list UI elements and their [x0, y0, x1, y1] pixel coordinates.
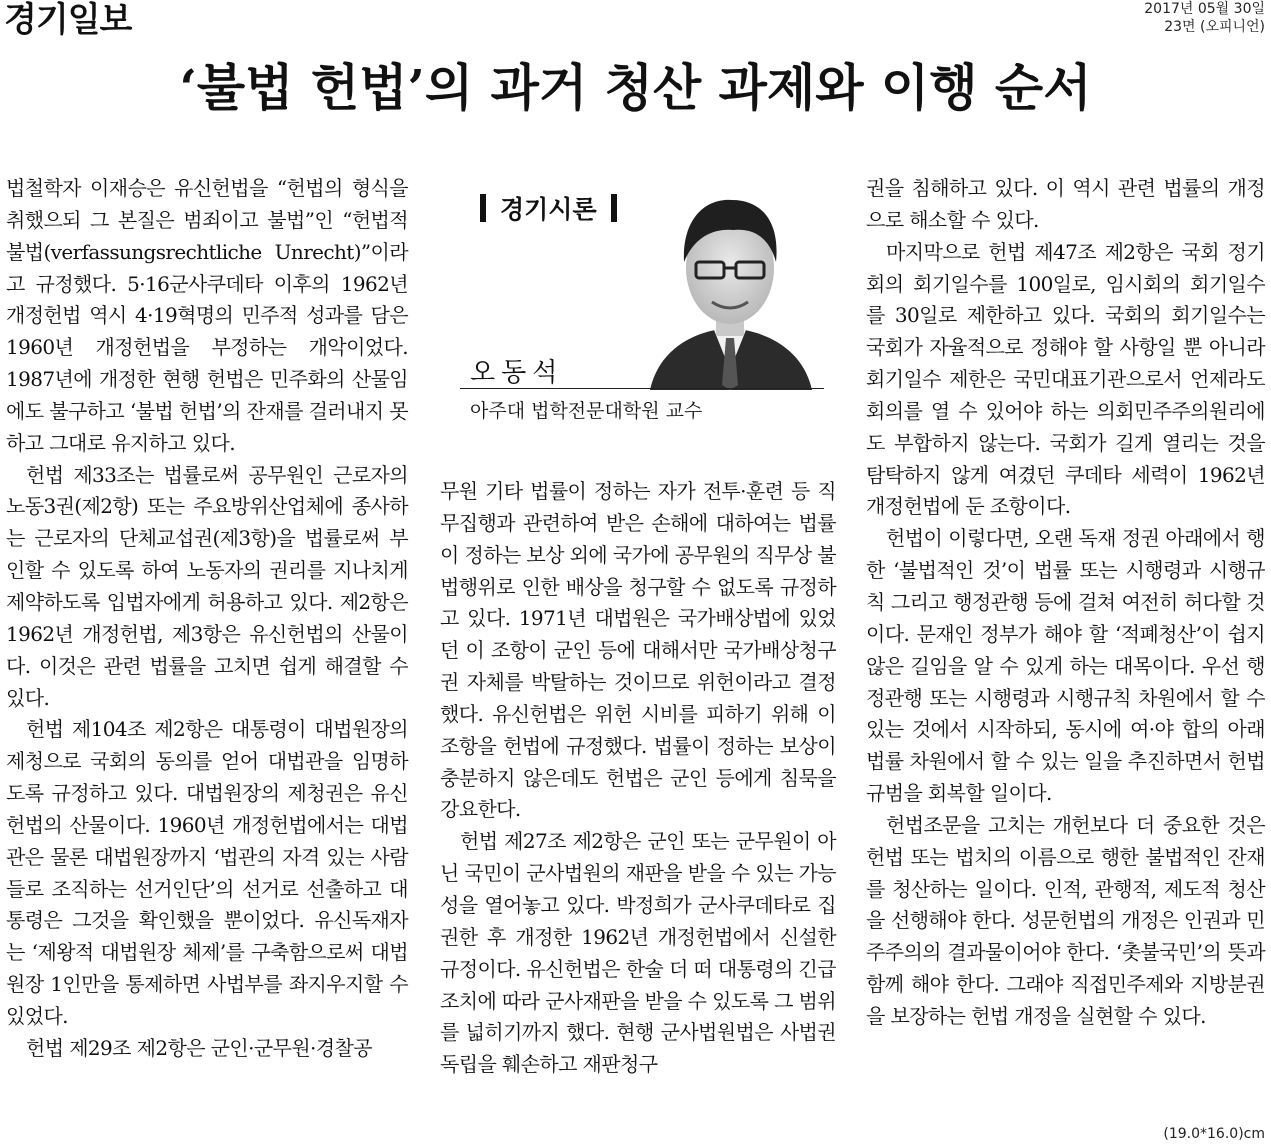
issue-date: 2017년 05월 30일 [1144, 1, 1265, 17]
column-label [466, 190, 631, 226]
column-byline-box [440, 170, 836, 440]
paragraph: 법철학자 이재승은 유신헌법을 “헌법의 형식을 취했으되 그 본질은 범죄이고 불법”인 “헌법적 불법(verfassungsrechtliche Unrecht)”이라고 규정했다. 5·16군사쿠데타 이후의 1962년 개정헌법 역시 4·19혁명의 민주적 성과를 담은 1960년 개정헌법을 부정하는 개악이었다. 1987년에 개정한 현행 헌법은 민주화의 산물임에도 불구하고 ‘불법 헌법’의 잔재를 걸러내지 못하고 그대로 유지하고 있다. [6, 176, 408, 455]
body-column-2 [440, 476, 836, 1081]
author-name: 오동석 [470, 358, 564, 388]
paragraph: 무원 기타 법률이 정하는 자가 전투·훈련 등 직무집행과 관련하여 받은 손해에 대하여는 법률이 정하는 보상 외에 국가에 공무원의 직무상 불법행위로 인한 배상을 청구할 수 없도록 규정하고 있다. 1971년 대법원은 국가배상법에 있었던 이 조항이 군인 등에 대해서만 국가배상청구권 자체를 박탈하는 것이므로 위헌이라고 결정했다. 유신헌법은 위헌 시비를 피하기 위해 이 조항을 헌법에 규정했다. 법률이 정하는 보상이 충분하지 않은데도 헌법은 군인 등에게 침묵을 강요한다. [440, 479, 836, 822]
paragraph: 헌법이 이렇다면, 오랜 독재 정권 아래에서 행한 ‘불법적인 것’이 법률 또는 시행령과 시행규칙 그리고 행정관행 등에 걸쳐 여전히 허다할 것이다. 문재인 정부가 해야 할 ‘적폐청산’이 쉽지 않은 길임을 알 수 있게 하는 대목이다. 우선 행정관행 또는 시행령과 시행규칙 차원에서 할 수 있는 것에서 시작하되, 동시에 여·야 합의 아래 법률 차원에서 할 수 있는 일을 추진하면서 헌법규범을 회복할 일이다. [866, 526, 1265, 806]
byline-divider [460, 388, 824, 389]
paragraph: 마지막으로 헌법 제47조 제2항은 국회 정기회의 회기일수를 100일로, 임시회의 회기일수를 30일로 제한하고 있다. 국회의 회기일수는 국회가 자율적으로 정해야 할 사항일 뿐 아니라 회기일수 제한은 국민대표기관으로서 언제라도 회의를 열 수 있어야 하는 의회민주주의원리에도 부합하지 않는다. 국회가 길게 열리는 것을 탐탁하지 않게 여겼던 쿠데타 세력이 1962년 개정헌법에 둔 조항이다. [866, 239, 1265, 519]
clipping-size-note: (19.0*16.0)cm [1163, 1126, 1265, 1142]
author-title: 아주대 법학전문대학원 교수 [470, 400, 703, 422]
body-column-3 [866, 173, 1265, 1033]
paragraph: 헌법 제27조 제2항은 군인 또는 군무원이 아닌 국민이 군사법원의 재판을 받을 수 있는 가능성을 열어놓고 있다. 박정희가 군사쿠데타로 집권한 후 개정한 1962년 개정헌법에서 신설한 규정이다. 유신헌법은 한술 더 떠 대통령의 긴급조치에 따라 군사재판을 받을 수 있도록 그 범위를 넓히기까지 했다. 현행 군사법원법은 사법권독립을 훼손하고 재판청구 [440, 829, 836, 1077]
paragraph: 헌법 제33조는 법률로써 공무원인 근로자의 노동3권(제2항) 또는 주요방위산업체에 종사하는 근로자의 단체교섭권(제3항)을 법률로써 부인할 수 있도록 하여 노동자의 권리를 지나치게 제약하도록 입법자에게 허용하고 있다. 제2항은 1962년 개정헌법, 제3항은 유신헌법의 산물이다. 이것은 관련 법률을 고치면 쉽게 해결할 수 있다. [6, 462, 408, 710]
issue-meta [1144, 0, 1265, 36]
author-portrait-photo [630, 170, 830, 390]
body-column-1 [6, 173, 408, 1065]
article-headline: ‘불법 헌법’의 과거 청산 과제와 이행 순서 [179, 58, 1092, 117]
paragraph: 헌법 제29조 제2항은 군인·군무원·경찰공 [26, 1035, 372, 1060]
paragraph: 헌법조문을 고치는 개헌보다 더 중요한 것은 헌법 또는 법치의 이름으로 행한 불법적인 잔재를 청산하는 일이다. 인적, 관행적, 제도적 청산을 선행해야 한다. 성문헌법의 개정은 인권과 민주주의의 결과물이어야 한다. ‘촛불국민’의 뜻과 함께 해야 한다. 그래야 직접민주제와 지방분권을 보장하는 헌법 개정을 실현할 수 있다. [866, 812, 1265, 1028]
newspaper-masthead: 경기일보 [4, 0, 132, 40]
label-bar-left [480, 194, 486, 222]
column-label-text: 경기시론 [500, 195, 597, 224]
issue-section: 23면 (오피니언) [1164, 19, 1265, 35]
paragraph: 헌법 제104조 제2항은 대통령이 대법원장의 제청으로 국회의 동의를 얻어 대법관을 임명하도록 규정하고 있다. 대법원장의 제청권은 유신헌법의 산물이다. 1960년 개정헌법에서는 대법관은 물론 대법원장까지 ‘법관의 자격 있는 사람들로 조직하는 선거인단’의 선거로 선출하고 대통령은 그것을 확인했을 뿐이었다. 유신독재자는 ‘제왕적 대법원장 체제’를 구축함으로써 대법원장 1인만을 통제하면 사법부를 좌지우지할 수 있었다. [6, 717, 408, 1028]
label-bar-right [611, 194, 617, 222]
paragraph: 권을 침해하고 있다. 이 역시 관련 법률의 개정으로 해소할 수 있다. [866, 176, 1265, 232]
